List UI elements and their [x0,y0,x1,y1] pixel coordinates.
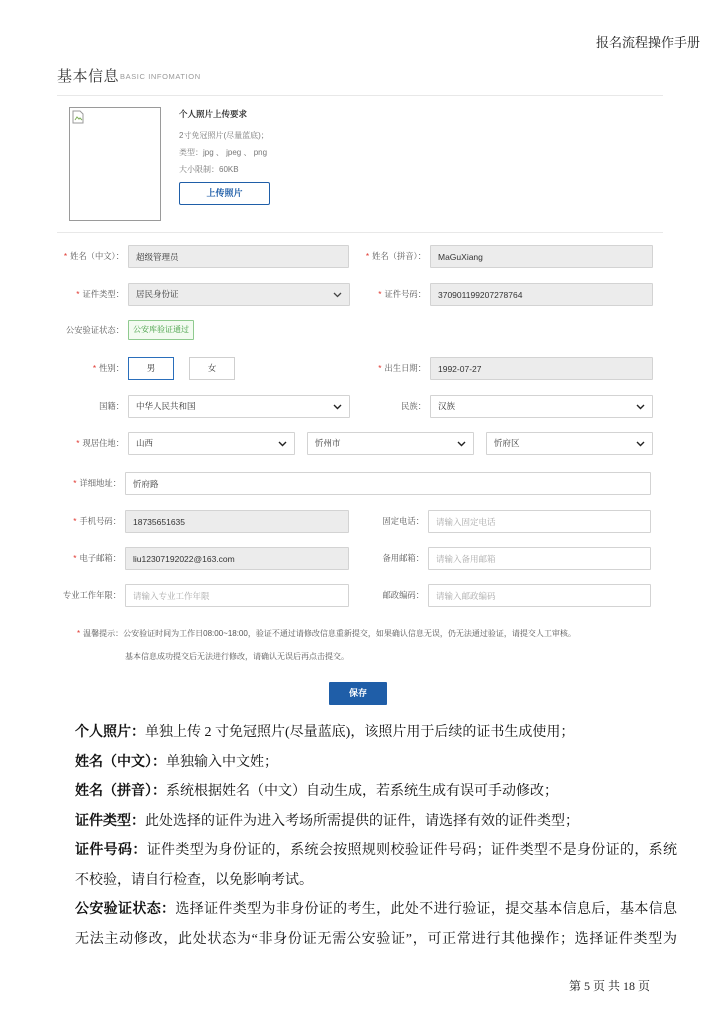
nationality-select[interactable] [128,395,350,418]
desc-label: 个人照片： [75,725,145,740]
district-value: 忻府区 [494,438,520,448]
photo-preview[interactable] [69,107,161,221]
name-pinyin-label [330,245,426,268]
name-cn-label [30,245,124,268]
landline-label-text: 固定电话： [382,516,424,526]
police-status-label [30,319,124,342]
mobile-input[interactable] [125,510,349,533]
nationality-label [30,395,124,418]
required-mark: * [63,251,68,261]
desc-label: 公安验证状态： [75,902,176,917]
desc-label: 证件类型： [75,813,145,829]
landline-label [330,510,424,533]
desc-text: 不校验，请自行检查，以免影响考试。 [75,872,313,888]
chevron-down-icon [636,441,645,447]
required-mark: * [92,363,97,373]
desc-line [75,836,677,866]
required-mark: * [77,629,81,638]
id-type-select[interactable] [128,283,350,306]
residence-label-text: 现居住地： [82,438,124,448]
required-mark: * [76,438,80,448]
photo-requirement: 2寸免冠照片(尽量蓝底)； [179,131,269,140]
province-select[interactable] [128,432,295,455]
tip-line [77,628,576,639]
postcode-input[interactable] [428,584,651,607]
work-years-input[interactable] [125,584,349,607]
gender-label [30,357,124,380]
address-input[interactable] [125,472,651,495]
name-cn-label-text: 姓名（中文）： [70,251,124,261]
desc-line [75,718,677,748]
chevron-down-icon [457,441,466,447]
postcode-label-text: 邮政编码： [382,590,424,600]
desc-text: 此处选择的证件为进入考场所需提供的证件，请选择有效的证件类型； [145,813,579,829]
district-select[interactable] [486,432,653,455]
email-label [30,547,121,570]
desc-label: 姓名（拼音）： [75,784,166,799]
backup-email-label [330,547,424,570]
required-mark: * [378,363,382,373]
desc-line [75,807,677,837]
save-button[interactable]: 保存 [329,682,387,705]
id-type-label-text: 证件类型： [82,289,124,299]
ethnicity-select[interactable] [430,395,653,418]
mobile-label [30,510,121,533]
email-label-text: 电子邮箱： [79,553,121,563]
ethnicity-label-text: 民族： [401,401,426,411]
desc-text: 单独上传 2 寸免冠照片(尽量蓝底)，该照片用于后续的证书生成使用； [145,725,575,740]
gender-label-text: 性别： [99,363,124,373]
name-pinyin-input[interactable] [430,245,653,268]
birth-date-label [330,357,426,380]
birth-date-label-text: 出生日期： [384,363,426,373]
city-value: 忻州市 [315,438,341,448]
desc-line [75,895,677,925]
photo-requirements-title: 个人照片上传要求 [179,109,248,119]
upload-photo-button[interactable]: 上传照片 [179,182,270,205]
gender-female-button[interactable]: 女 [189,357,235,380]
required-mark: * [365,251,370,261]
required-mark: * [73,516,77,526]
desc-text: 选择证件类型为非身份证的考生，此处不进行验证，提交基本信息后，基本信息 [175,902,677,917]
desc-text: 单独输入中文姓； [166,754,278,770]
tip-label: 温馨提示： [83,629,124,638]
name-pinyin-label-text: 姓名（拼音）： [372,251,426,261]
mobile-label-text: 手机号码： [79,516,121,526]
page-number: 第 5 页 共 18 页 [569,979,651,993]
required-mark: * [76,289,80,299]
tip-text: 公安验证时间为工作日08:00~18:00，验证不通过请修改信息重新提交，如果确认信息无误，仍无法通过验证，请提交人工审核。 [123,629,576,638]
address-label [30,472,121,495]
backup-email-label-text: 备用邮箱： [382,553,424,563]
required-mark: * [378,289,382,299]
desc-text: 系统根据姓名（中文）自动生成，若系统生成有误可手动修改； [166,784,558,799]
required-mark: * [73,478,77,488]
chevron-down-icon [278,441,287,447]
id-type-value: 居民身份证 [136,289,179,299]
residence-label [30,432,124,455]
ethnicity-label [330,395,426,418]
address-label-text: 详细地址： [79,478,121,488]
work-years-label [30,584,121,607]
work-years-label-text: 专业工作年限： [62,590,121,600]
desc-label: 姓名（中文）： [75,754,166,770]
desc-line [75,748,677,778]
field-descriptions [75,718,677,954]
backup-email-input[interactable] [428,547,651,570]
desc-line [75,866,677,896]
gender-male-button[interactable]: 男 [128,357,174,380]
desc-line [75,925,677,955]
id-number-label-text: 证件号码： [384,289,426,299]
desc-label: 证件号码： [75,843,147,858]
section-subtitle: BASIC INFOMATION [120,72,201,81]
photo-requirement: 大小限制：60KB [179,165,239,174]
manual-title: 报名流程操作手册 [595,35,700,50]
name-cn-input[interactable] [128,245,349,268]
nationality-label-text: 国籍： [99,401,124,411]
birth-date-input[interactable] [430,357,653,380]
postcode-label [330,584,424,607]
desc-text: 证件类型为身份证的，系统会按照规则校验证件号码；证件类型不是身份证的，系统 [146,843,678,858]
police-status-label-text: 公安验证状态： [65,325,124,335]
required-mark: * [73,553,77,563]
province-value: 山西 [136,438,154,448]
id-number-label [330,283,426,306]
landline-input[interactable] [428,510,651,533]
broken-image-icon [72,110,84,124]
city-select[interactable] [307,432,474,455]
email-input[interactable] [125,547,349,570]
divider [57,95,663,96]
ethnicity-value: 汉族 [438,401,456,411]
nationality-value: 中华人民共和国 [136,401,196,411]
id-type-label [30,283,124,306]
section-title: 基本信息 [57,68,120,85]
desc-line [75,777,677,807]
id-number-input[interactable] [430,283,653,306]
photo-requirement: 类型：jpg 、 jpeg 、 png [179,148,268,157]
tip-text: 基本信息成功提交后无法进行修改，请确认无误后再点击提交。 [125,652,349,661]
chevron-down-icon [636,404,645,410]
divider [57,232,663,233]
police-verified-badge: 公安库验证通过 [128,320,194,340]
desc-text: 无法主动修改，此处状态为“非身份证无需公安验证”，可正常进行其他操作；选择证件类型为 [75,931,677,947]
